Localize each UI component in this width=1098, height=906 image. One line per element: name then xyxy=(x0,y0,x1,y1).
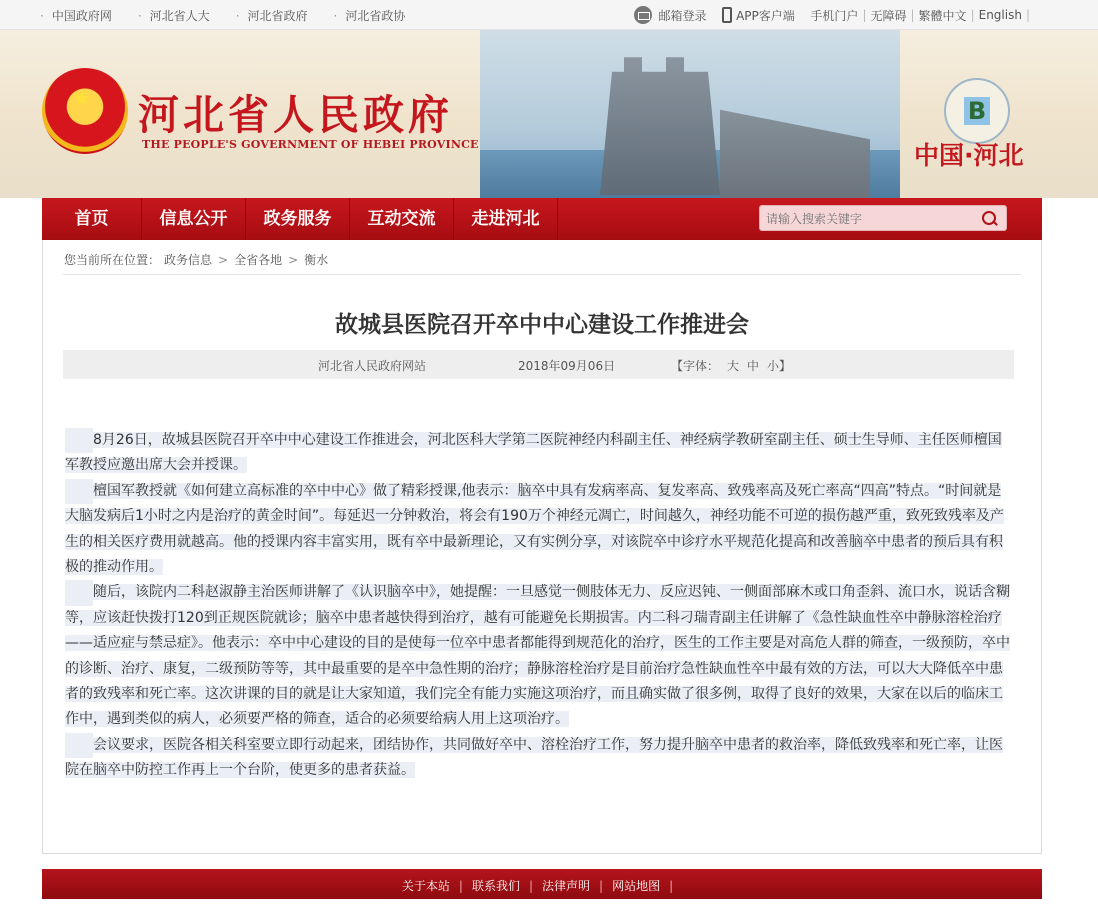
nav-gov-services[interactable]: 政务服务 xyxy=(246,198,350,240)
mail-icon xyxy=(634,6,652,24)
link-hebei-congress[interactable]: · 河北省人大 xyxy=(137,8,210,23)
breadcrumb: 您当前所在位置： 政务信息 > 全省各地 > 衡水 xyxy=(64,252,329,267)
mail-login-link[interactable]: 邮箱登录 xyxy=(634,6,706,24)
article-paragraph: 随后，该院内二科赵淑静主治医师讲解了《认识脑卒中》，她提醒：一旦感觉一侧肢体无力、反应迟钝、一侧面部麻木或口角歪斜、流口水，说话含糊等，应该赶快拨打120到正规医院就诊；脑卒中患者越快得到治疗，越有可能避免长期损害。内二科刁瑞青副主任讲解了《急性缺血性卒中静脉溶栓治疗——适应症与禁忌症》。他表示：卒中中心建设的目的是使每一位卒中患者都能得到规范化的治疗，医生的工作主要是对高危人群的筛查，一级预防，卒中的诊断、治疗、康复，二级预防等等，其中最重要的是卒中急性期的治疗；静脉溶栓治疗是目前治疗急性缺血性卒中最有效的方法，可以大大降低卒中患者的致残率和死亡率。这次讲课的目的就是让大家知道，我们完全有能力实施这项治疗，而且确实做了很多例，取得了良好的效果，大家在以后的临床工作中，遇到类似的病人，必须要严格的筛查，适合的必须要给病人用上这项治疗。 xyxy=(65,580,1015,732)
link-hebei-gov[interactable]: · 河北省政府 xyxy=(235,8,308,23)
link-central-gov[interactable]: · 中国政府网 xyxy=(40,8,112,23)
chevron-right-icon: > xyxy=(218,252,229,267)
traditional-chinese-link[interactable]: 繁體中文 xyxy=(918,8,967,23)
top-external-links xyxy=(40,7,431,24)
footer-sitemap[interactable]: 网站地图 xyxy=(612,879,661,893)
search-input[interactable] xyxy=(766,210,976,228)
mobile-portal-link[interactable]: 手机门户 xyxy=(810,8,859,23)
china-hebei-slogan: 中国·河北 xyxy=(914,141,1024,170)
header-banner xyxy=(0,30,1098,198)
article-meta xyxy=(63,350,1014,379)
breadcrumb-hengshui[interactable]: 衡水 xyxy=(304,253,329,267)
article-body xyxy=(65,428,1015,784)
content-panel xyxy=(42,240,1042,854)
footer-contact[interactable]: 联系我们 xyxy=(471,879,520,893)
nav-info-disclosure[interactable]: 信息公开 xyxy=(142,198,246,240)
breadcrumb-news[interactable]: 政务信息 xyxy=(164,253,213,267)
nav-home[interactable]: 首页 xyxy=(42,198,142,240)
national-emblem-icon xyxy=(42,68,128,154)
divider xyxy=(63,274,1021,275)
hebei-logo-icon: B xyxy=(944,78,1010,144)
article-source: 河北省人民政府网站 xyxy=(318,359,427,373)
search-box xyxy=(759,205,1007,231)
font-large-button[interactable]: 大 xyxy=(727,359,740,373)
top-tools: 邮箱登录 APP客户端 手机门户 | 无障碍 | 繁體中文 | English | xyxy=(634,6,1034,24)
font-size-control: 【字体： 大 中 小】 xyxy=(671,359,792,373)
footer-links: 关于本站 | 联系我们 | 法律声明 | 网站地图 | xyxy=(401,879,674,893)
great-wall-tower xyxy=(600,50,720,195)
article-paragraph: 檀国军教授就《如何建立高标准的卒中中心》做了精彩授课,他表示：脑卒中具有发病率高、复发率高、致残率高及死亡率高“四高”特点。“时间就是大脑发病后1小时之内是治疗的黄金时间”。每延迟一分钟救治，将会有190万个神经元凋亡，时间越久，神经功能不可逆的损伤越严重，致死致残率及产生的相关医疗费用就越高。他的授课内容丰富实用，既有卒中最新理论，又有实例分享，对该院卒中诊疗水平规范化提高和改善脑卒中患者的预后具有积极的推动作用。 xyxy=(65,479,1015,581)
article-title: 故城县医院召开卒中中心建设工作推进会 xyxy=(335,311,749,338)
article-paragraph: 会议要求，医院各相关科室要立即行动起来，团结协作，共同做好卒中、溶栓治疗工作，努力提升脑卒中患者的救治率，降低致残率和死亡率，让医院在脑卒中防控工作再上一个台阶，使更多的患者获益。 xyxy=(65,733,1015,784)
nav-about-hebei[interactable]: 走进河北 xyxy=(454,198,558,240)
accessibility-link[interactable]: 无障碍 xyxy=(870,8,907,23)
search-icon[interactable] xyxy=(982,211,998,227)
article-paragraph: 8月26日，故城县医院召开卒中中心建设工作推进会，河北医科大学第二医院神经内科副主任、神经病学教研室副主任、硕士生导师、主任医师檀国军教授应邀出席大会并授课。 xyxy=(65,428,1015,479)
app-client-link[interactable]: APP客户端 xyxy=(722,7,795,24)
footer-bar xyxy=(42,869,1042,899)
link-hebei-cppcc[interactable]: · 河北省政协 xyxy=(333,8,406,23)
chevron-right-icon: > xyxy=(288,252,299,267)
footer-about[interactable]: 关于本站 xyxy=(401,879,450,893)
phone-icon xyxy=(722,7,732,23)
article-date: 2018年09月06日 xyxy=(518,359,616,373)
font-medium-button[interactable]: 中 xyxy=(747,359,760,373)
footer-legal[interactable]: 法律声明 xyxy=(542,879,591,893)
top-utility-bar xyxy=(0,0,1098,30)
site-subtitle: THE PEOPLE'S GOVERNMENT OF HEBEI PROVINCE xyxy=(142,138,479,151)
site-title: 河北省人民政府 xyxy=(138,91,453,139)
nav-interaction[interactable]: 互动交流 xyxy=(350,198,454,240)
breadcrumb-province[interactable]: 全省各地 xyxy=(234,253,283,267)
english-link[interactable]: English xyxy=(978,8,1022,22)
font-small-button[interactable]: 小】 xyxy=(767,359,792,373)
